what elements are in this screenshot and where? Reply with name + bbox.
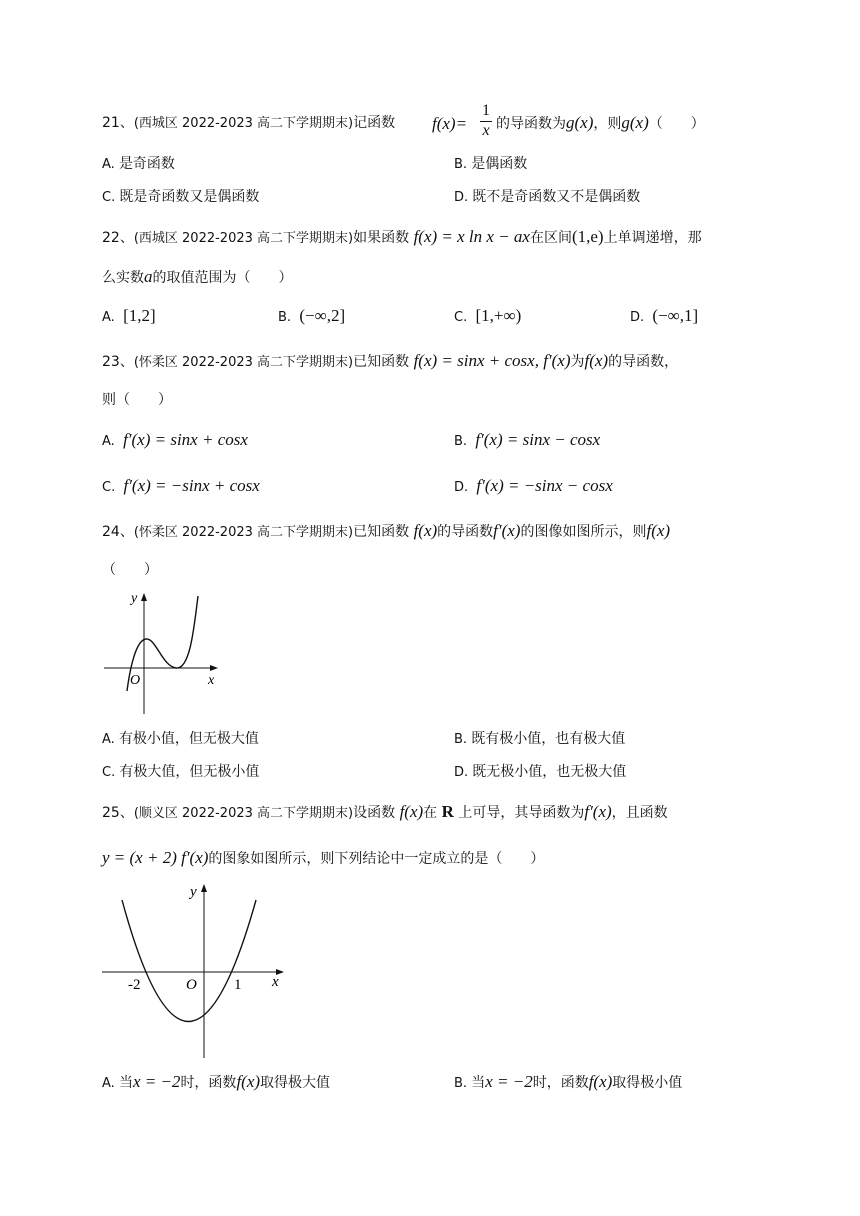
q25-line2-b: 的图象如图所示，则下列结论中一定成立的是（ ） — [208, 851, 545, 867]
option-f-ref: f(x) — [236, 1072, 261, 1091]
q21-stem — [102, 113, 395, 134]
q24-text-b: 的导函数 — [437, 524, 494, 540]
option-text: 既有极小值，也有极大值 — [471, 731, 626, 747]
y-axis-label: y — [190, 884, 197, 900]
option-text: 既不是奇函数又不是偶函数 — [472, 189, 641, 205]
q22-line2-b: 的取值范围为（ ） — [152, 270, 293, 286]
q21-text-a: 记函数 — [353, 115, 396, 131]
q22-option-b[interactable] — [278, 306, 345, 328]
q25-text-d: ，且函数 — [611, 805, 668, 821]
q22-option-c[interactable] — [454, 306, 521, 328]
q21-number: 21、 — [102, 115, 134, 131]
q24-f-ref2: f(x) — [646, 521, 671, 540]
q21-text-c: ，则 — [593, 116, 622, 132]
y-axis-label: y — [131, 591, 138, 606]
q25-text-c: 上可导，其导函数为 — [458, 805, 585, 821]
q25-source: (顺义区 2022-2023 高二下学期期末) — [133, 806, 354, 821]
option-label: B. — [454, 434, 468, 449]
option-label: D. — [454, 480, 469, 495]
q25-option-b[interactable] — [454, 1072, 682, 1094]
q25-stem-line2 — [102, 848, 544, 869]
x-axis-label: x — [208, 673, 215, 688]
option-label: B. — [454, 1076, 468, 1091]
option-text: 是偶函数 — [471, 156, 528, 172]
q24-stem — [102, 521, 670, 543]
q25-fp-ref: f′(x) — [584, 802, 612, 821]
q22-source: (西城区 2022-2023 高二下学期期末) — [133, 231, 354, 246]
q22-var-a: a — [144, 267, 153, 286]
q25-y-expr: y = (x + 2) f′(x) — [102, 848, 209, 867]
option-label: A. — [102, 1076, 115, 1091]
q23-text-c: 的导函数， — [608, 354, 679, 370]
option-text-c: 取得极小值 — [612, 1075, 683, 1091]
parabola-curve — [122, 900, 256, 1022]
option-text: [1,2] — [123, 306, 156, 325]
q21-g-expr: g(x) — [566, 113, 594, 132]
origin-label: O — [186, 977, 197, 993]
option-text: 既无极小值，也无极大值 — [472, 764, 627, 780]
q22-stem — [102, 227, 702, 249]
q23-stem-line2: 则（ ） — [102, 392, 172, 408]
q24-text-a: 已知函数 — [353, 524, 410, 540]
q24-f-ref: f(x) — [413, 521, 438, 540]
option-text: [1,+∞) — [475, 306, 522, 325]
option-label: D. — [630, 310, 645, 325]
q24-stem-line2: （ ） — [102, 562, 158, 578]
origin-label: O — [130, 673, 141, 688]
q22-stem-line2 — [102, 267, 293, 288]
option-cond: x = −2 — [485, 1072, 533, 1091]
option-label: B. — [454, 157, 468, 172]
q24-text-c: 的图像如图所示，则 — [520, 524, 647, 540]
q22-f-expr: f(x) = x ln x − ax — [413, 227, 530, 246]
q25-stem — [102, 802, 668, 824]
q23-text-b: 为 — [570, 354, 585, 370]
q23-option-d[interactable] — [454, 476, 613, 498]
q21-frac-num: 1 — [482, 102, 490, 119]
option-label: A. — [102, 732, 115, 747]
neg-two-label: -2 — [128, 977, 141, 993]
option-text-a: 当 — [118, 1075, 133, 1091]
q21-fraction — [480, 102, 492, 140]
option-text: (−∞,2] — [299, 306, 346, 325]
option-text: f′(x) = sinx + cosx — [123, 430, 248, 449]
option-label: A. — [102, 434, 115, 449]
option-label: C. — [454, 310, 468, 325]
option-text: 是奇函数 — [118, 156, 175, 172]
q23-number: 23、 — [102, 354, 134, 370]
q22-line2-a: 么实数 — [102, 270, 144, 286]
option-text: f′(x) = sinx − cosx — [475, 430, 601, 449]
option-label: D. — [454, 765, 469, 780]
option-text: 有极小值，但无极大值 — [118, 731, 259, 747]
q22-text-c: 上单调递增，那 — [603, 230, 702, 246]
q21-paren: （ ） — [648, 116, 705, 132]
q25-text-b: 在 — [423, 805, 438, 821]
q25-f-ref: f(x) — [399, 802, 424, 821]
q25-number: 25、 — [102, 805, 134, 821]
q24-source: (怀柔区 2022-2023 高二下学期期末) — [133, 525, 354, 540]
option-label: D. — [454, 190, 469, 205]
q24-option-a[interactable] — [102, 729, 259, 750]
q25-R: R — [441, 802, 454, 821]
q21-option-d[interactable] — [454, 187, 640, 208]
option-label: B. — [278, 310, 292, 325]
y-axis-arrow — [201, 884, 207, 892]
x-axis-label: x — [272, 974, 279, 990]
q24-number: 24、 — [102, 524, 134, 540]
q23-option-c[interactable] — [102, 476, 260, 498]
q25-text-a: 设函数 — [353, 805, 396, 821]
q23-f-expr: f(x) = sinx + cosx, f′(x) — [413, 351, 571, 370]
q22-text-a: 如果函数 — [353, 230, 410, 246]
q21-f-expr: f(x)= — [432, 114, 468, 133]
option-text: 有极大值，但无极小值 — [119, 764, 260, 780]
q21-stem-tail — [496, 113, 705, 134]
q21-option-a[interactable] — [102, 154, 175, 175]
option-text-a: 当 — [471, 1075, 486, 1091]
q21-text-b: 的导函数为 — [496, 116, 566, 132]
q21-g-expr2: g(x) — [621, 113, 649, 132]
q21-frac-den: x — [482, 122, 490, 139]
q24-derivative-graph — [100, 588, 225, 718]
q24-option-c[interactable] — [102, 762, 259, 783]
option-label: A. — [102, 310, 115, 325]
q22-option-d[interactable] — [630, 306, 698, 328]
q21-option-b[interactable] — [454, 154, 527, 175]
q23-option-a[interactable] — [102, 430, 248, 452]
x-axis-arrow — [210, 665, 218, 671]
option-f-ref: f(x) — [588, 1072, 613, 1091]
q24-fp-ref: f′(x) — [493, 521, 521, 540]
q24-option-b[interactable] — [454, 729, 625, 750]
q25-option-a[interactable] — [102, 1072, 330, 1094]
option-text: f′(x) = −sinx + cosx — [123, 476, 260, 495]
q22-option-a[interactable] — [102, 306, 156, 328]
option-label: B. — [454, 732, 468, 747]
q22-interval: (1,e) — [571, 227, 604, 246]
one-label: 1 — [234, 977, 242, 993]
option-text-c: 取得极大值 — [260, 1075, 331, 1091]
q25-product-graph — [98, 878, 288, 1063]
q23-source: (怀柔区 2022-2023 高二下学期期末) — [133, 355, 354, 370]
option-text: (−∞,1] — [652, 306, 699, 325]
option-text: 既是奇函数又是偶函数 — [119, 189, 260, 205]
option-label: C. — [102, 190, 116, 205]
y-axis-arrow — [141, 593, 147, 601]
option-cond: x = −2 — [132, 1072, 181, 1091]
option-text-b: 时，函数 — [180, 1075, 237, 1091]
q21-option-c[interactable] — [102, 187, 259, 208]
q22-number: 22、 — [102, 230, 134, 246]
option-text: f′(x) = −sinx − cosx — [476, 476, 613, 495]
option-label: C. — [102, 765, 116, 780]
option-label: C. — [102, 480, 116, 495]
option-label: A. — [102, 157, 115, 172]
q24-option-d[interactable] — [454, 762, 626, 783]
option-text-b: 时，函数 — [532, 1075, 589, 1091]
q23-option-b[interactable] — [454, 430, 600, 452]
q23-stem — [102, 351, 678, 373]
q22-text-b: 在区间 — [529, 230, 572, 246]
q23-text-a: 已知函数 — [353, 354, 410, 370]
q21-source: (西城区 2022-2023 高二下学期期末) — [133, 116, 354, 131]
q23-f-ref: f(x) — [584, 351, 609, 370]
